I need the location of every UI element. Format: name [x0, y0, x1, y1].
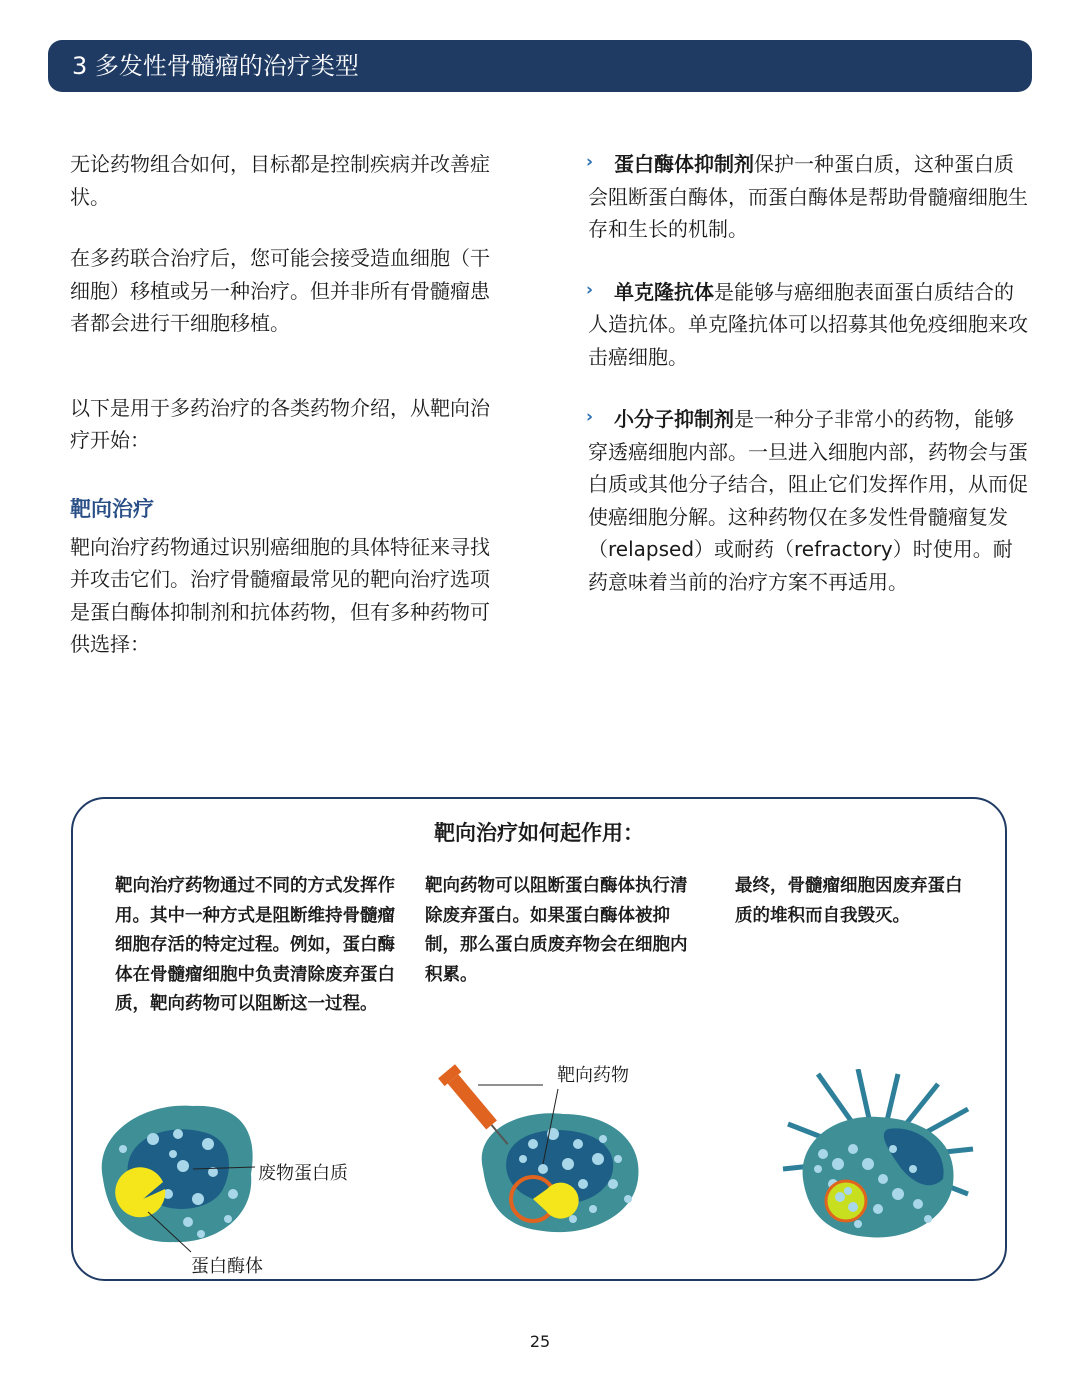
page-number: 25: [529, 1332, 551, 1351]
how-it-works-box: [71, 797, 1007, 1281]
step-1-text: 靶向治疗药物通过不同的方式发挥作用。其中一种方式是阻断维持骨髓瘤细胞存活的特定过程。例如，蛋白酶体在骨髓瘤细胞中负责清除废弃蛋白质，靶向药物可以阻断这一过程。: [115, 876, 395, 1014]
step-2-text: 靶向药物可以阻断蛋白酶体执行清除废弃蛋白。如果蛋白酶体被抑制，那么蛋白质废弃物会在细胞内积累。: [425, 876, 688, 985]
bullet-proteasome-inhibitor: [588, 148, 1028, 246]
right-column: [588, 148, 1028, 598]
bullet-text: 是一种分子非常小的药物，能够穿透癌细胞内部。一旦进入细胞内部，药物会与蛋白质或其他分子结合，阻止它们发挥作用，从而促使癌细胞分解。这种药物仅在多发性骨髓瘤复发（relapsed）或耐药（refractory）时使用。耐药意味着当前的治疗方案不再适用。: [588, 407, 1028, 594]
paragraph-transplant: 在多药联合治疗后，您可能会接受造血细胞（干细胞）移植或另一种治疗。但并非所有骨髓瘤患者都会进行干细胞移植。: [70, 246, 490, 335]
section-title: 3 多发性骨髓瘤的治疗类型: [72, 52, 359, 80]
bullet-term: 蛋白酶体抑制剂: [614, 152, 754, 176]
subheading-targeted-therapy: 靶向治疗: [70, 496, 154, 521]
bullet-small-molecule-inhibitor: [588, 403, 1028, 598]
label-proteasome: 蛋白酶体: [191, 1256, 263, 1277]
step-3-text: 最终，骨髓瘤细胞因废弃蛋白质的堆积而自我毁灭。: [735, 876, 963, 926]
bullet-term: 单克隆抗体: [614, 279, 714, 304]
cell-self-destruct-illustration: [778, 1069, 978, 1249]
paragraph-goal: 无论药物组合如何，目标都是控制疾病并改善症状。: [70, 152, 490, 209]
section-header: [48, 40, 1032, 92]
paragraph-intro: 以下是用于多药治疗的各类药物介绍，从靶向治疗开始：: [70, 395, 490, 452]
chevron-right-icon: ›: [586, 407, 594, 427]
chevron-right-icon: ›: [586, 279, 594, 300]
left-column: [70, 148, 500, 661]
bullet-term: 小分子抑制剂: [614, 407, 734, 431]
label-waste-protein: 废物蛋白质: [258, 1163, 348, 1184]
bullet-text: 保护一种蛋白质，这种蛋白质会阻断蛋白酶体，而蛋白酶体是帮助骨髓瘤细胞生存和生长的机制。: [588, 152, 1028, 241]
label-targeted-drug: 靶向药物: [557, 1065, 629, 1086]
bullet-text: 是能够与癌细胞表面蛋白质结合的人造抗体。单克隆抗体可以招募其他免疫细胞来攻击癌细胞。: [588, 279, 1028, 369]
box-title: 靶向治疗如何起作用：: [434, 821, 644, 845]
bullet-monoclonal-antibody: [588, 276, 1028, 374]
paragraph-targeted-therapy: 靶向治疗药物通过识别癌细胞的具体特征来寻找并攻击它们。治疗骨髓瘤最常见的靶向治疗选项是蛋白酶体抑制剂和抗体药物，但有多种药物可供选择：: [70, 534, 490, 656]
chevron-right-icon: ›: [586, 152, 594, 172]
